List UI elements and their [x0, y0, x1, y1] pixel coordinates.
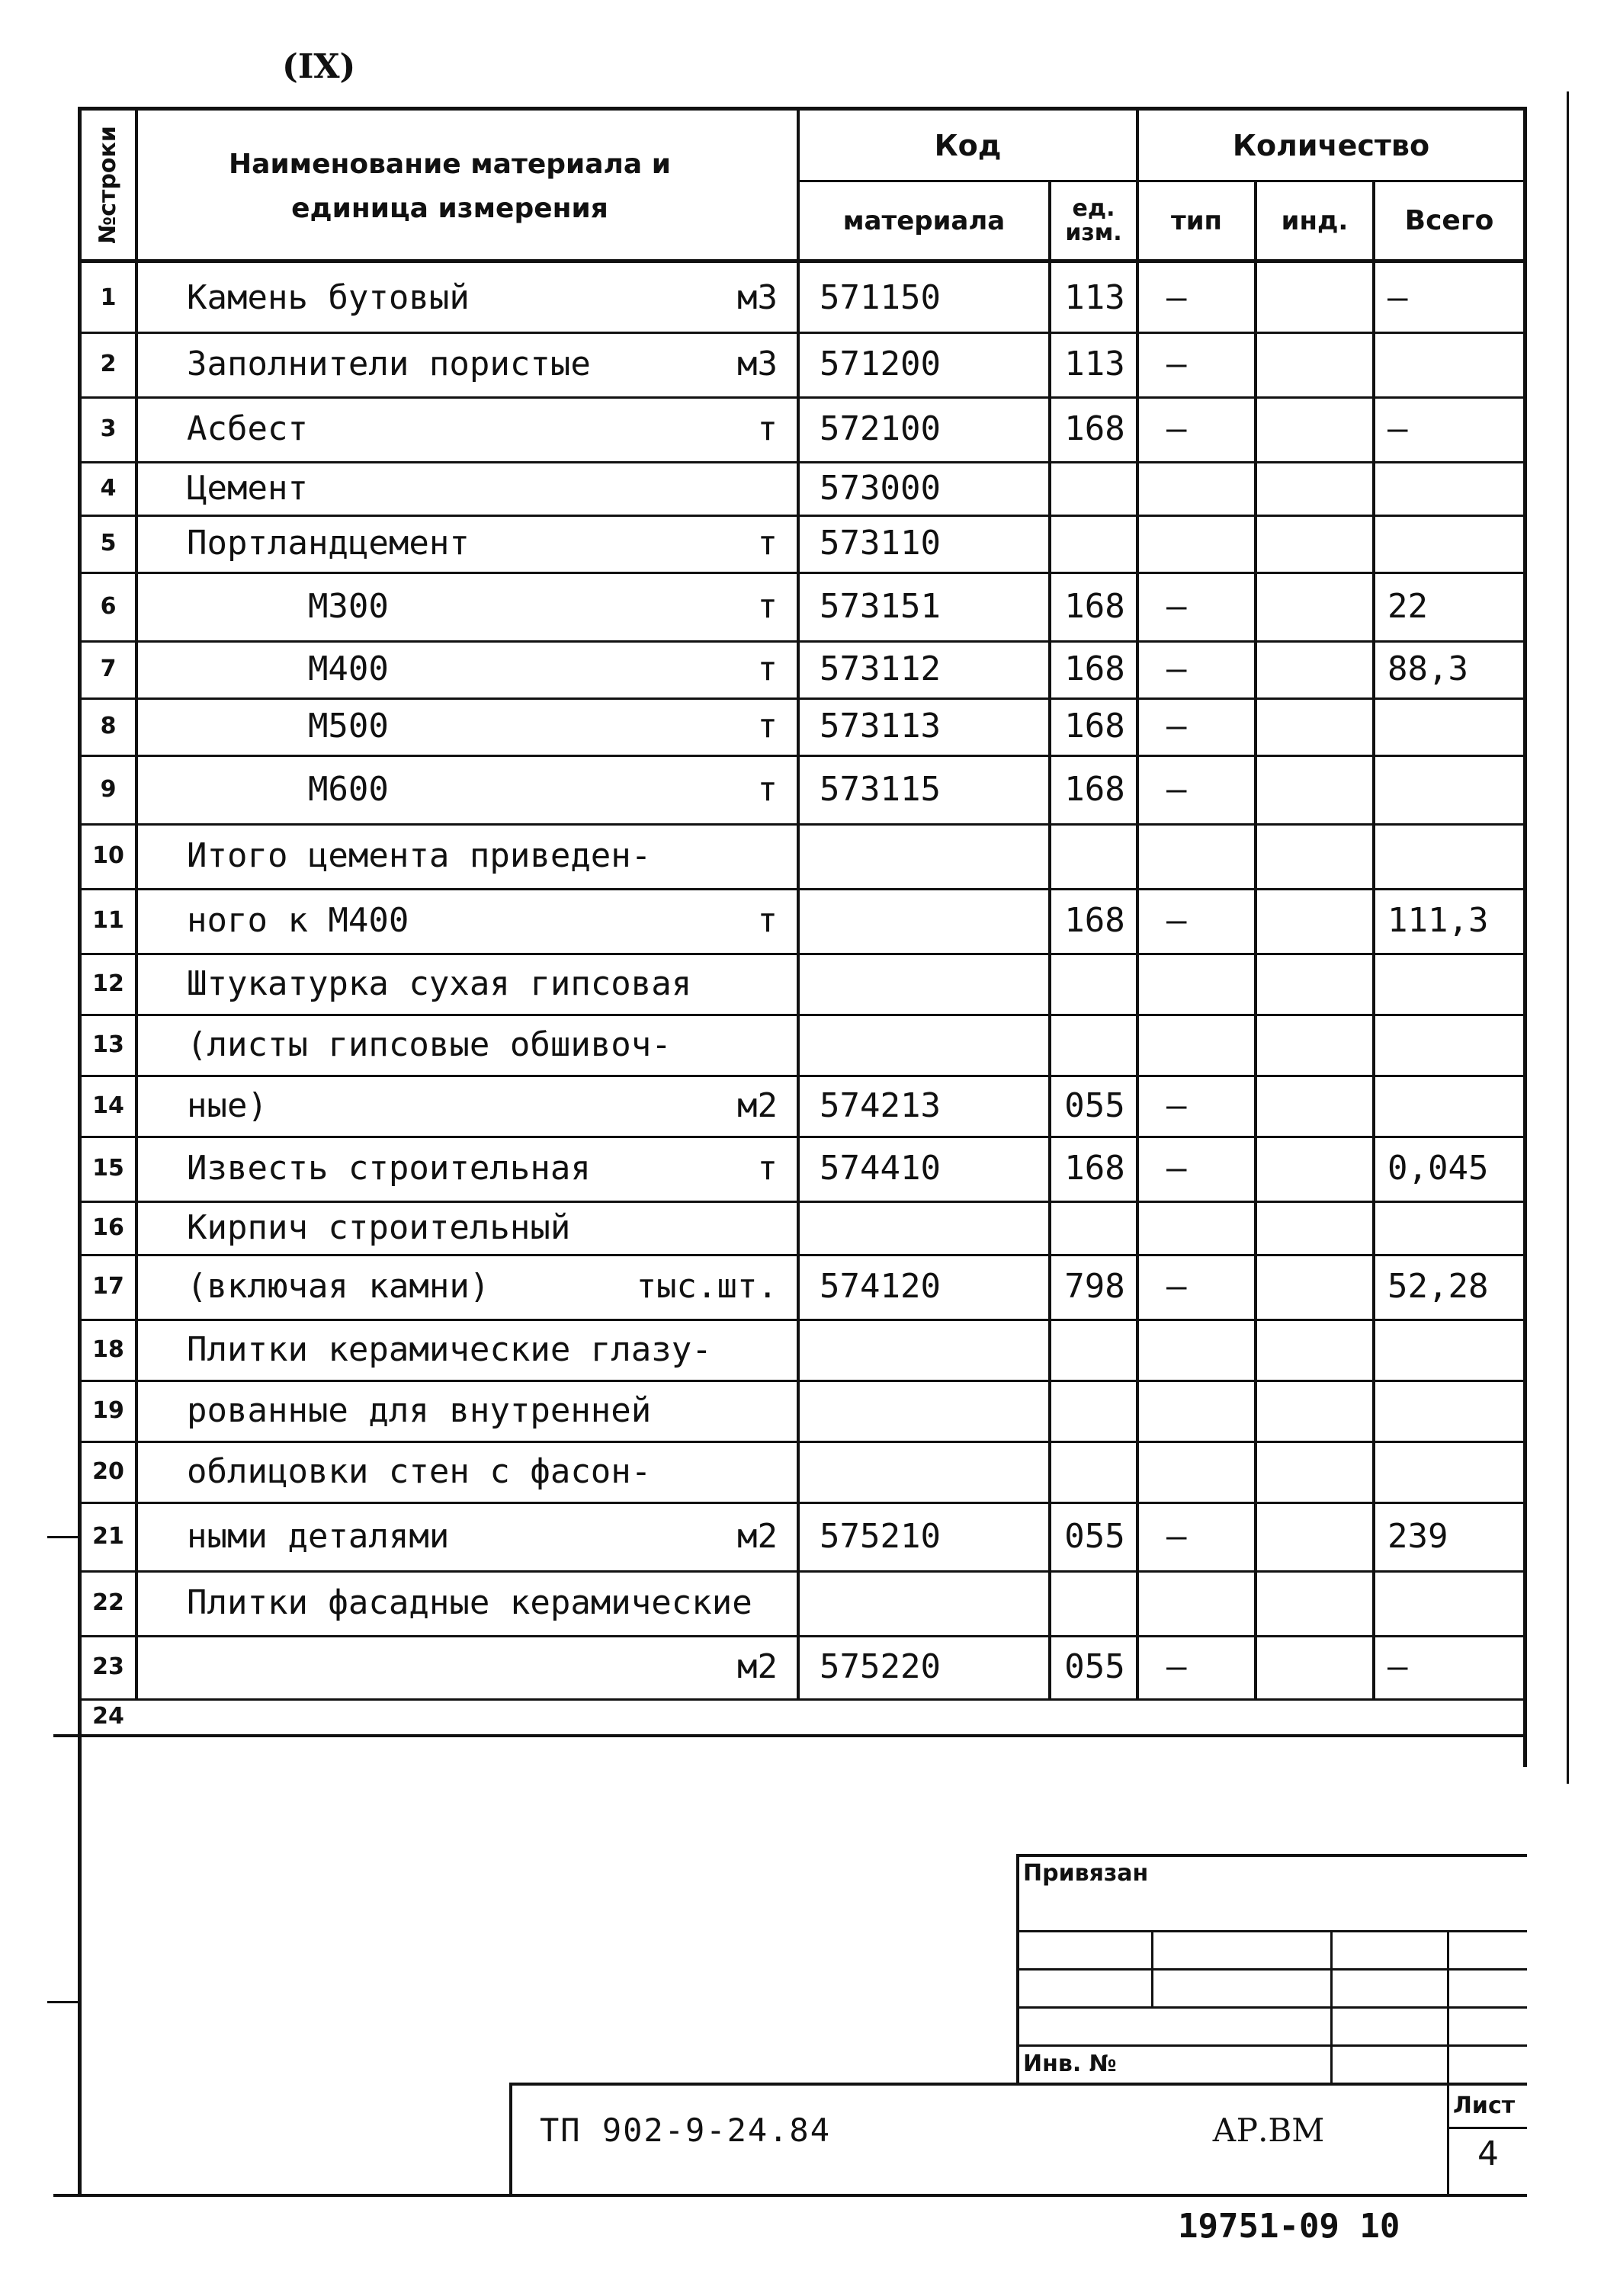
unit-code: 113: [1064, 277, 1125, 317]
material-name: рованные для внутренней: [187, 1390, 652, 1430]
unit-code: 168: [1064, 707, 1125, 746]
material-unit: тыс.шт.: [636, 1267, 778, 1306]
material-unit: м3: [737, 277, 778, 317]
material-code: [812, 1319, 1044, 1380]
list-label: Лист: [1453, 2092, 1516, 2119]
unit-code: 055: [1064, 1516, 1125, 1556]
margin-tick: [47, 2001, 82, 2003]
qty-type: –: [1166, 1267, 1187, 1306]
qty-total: 22: [1387, 586, 1428, 626]
material-name: [187, 1635, 690, 1698]
row-number: 23: [92, 1653, 124, 1680]
row-number: 12: [92, 970, 124, 997]
material-code: 573151: [820, 586, 941, 626]
material-name: Асбест: [187, 409, 308, 448]
qty-type: –: [1166, 1149, 1187, 1188]
unit-code: [1054, 1570, 1136, 1635]
qty-type: [1144, 515, 1250, 572]
qty-ind: [1262, 1319, 1368, 1380]
qty-ind: [1262, 1380, 1368, 1441]
material-name: [187, 1698, 690, 1734]
footer-number: 19751-09 10: [1178, 2207, 1400, 2246]
qty-ind: [1262, 697, 1368, 755]
material-unit: т: [757, 1149, 778, 1188]
header-code-unit: ед. изм.: [1065, 194, 1122, 246]
material-unit: м2: [737, 1647, 778, 1686]
unit-code: 168: [1064, 649, 1125, 688]
material-unit: [671, 1441, 793, 1502]
qty-type: –: [1166, 277, 1187, 317]
material-unit: т: [757, 649, 778, 688]
unit-code: [1054, 1380, 1136, 1441]
unit-code: [1054, 1201, 1136, 1254]
material-name: ного к М400: [187, 901, 409, 940]
row-number: 4: [100, 474, 117, 502]
qty-total: [1380, 1014, 1525, 1075]
material-code: [812, 1698, 1044, 1734]
qty-type: –: [1166, 409, 1187, 448]
header-quantity: Количество: [1232, 128, 1430, 162]
header-qty-ind: инд.: [1281, 205, 1349, 236]
unit-code: [1054, 461, 1136, 515]
qty-total: 0,045: [1387, 1149, 1489, 1188]
unit-code: [1054, 823, 1136, 888]
material-code: 573110: [820, 524, 941, 563]
material-name: Цемент: [187, 468, 308, 508]
material-code: 573000: [820, 468, 941, 508]
qty-type: –: [1166, 1516, 1187, 1556]
material-unit: [671, 1698, 793, 1734]
header-row-number: №строки: [94, 126, 121, 244]
qty-ind: [1262, 515, 1368, 572]
qty-type: [1144, 823, 1250, 888]
qty-total: –: [1387, 409, 1408, 448]
row-number: 11: [92, 907, 124, 934]
material-unit: [671, 1319, 793, 1380]
qty-total: 88,3: [1387, 649, 1468, 688]
qty-type: –: [1166, 345, 1187, 383]
material-name: облицовки стен с фасон-: [187, 1451, 652, 1491]
material-code: 574410: [820, 1149, 941, 1188]
qty-type: [1144, 1380, 1250, 1441]
row-number: 18: [92, 1336, 124, 1363]
project-code: ТП 902-9-24.84: [540, 2112, 832, 2149]
unit-code: 798: [1064, 1267, 1125, 1306]
material-code: [812, 888, 1044, 953]
material-unit: т: [757, 769, 778, 809]
row-number: 20: [92, 1457, 124, 1485]
qty-type: –: [1166, 901, 1187, 940]
qty-ind: [1262, 1201, 1368, 1254]
qty-total: [1380, 1380, 1525, 1441]
material-code: 571150: [820, 277, 941, 317]
qty-total: –: [1387, 277, 1408, 317]
qty-total: 52,28: [1387, 1267, 1489, 1306]
material-code: 573112: [820, 649, 941, 688]
material-unit: [671, 823, 793, 888]
material-code: 571200: [820, 345, 941, 383]
qty-type: [1144, 1201, 1250, 1254]
page-marker: (IX): [282, 47, 356, 86]
qty-ind: [1262, 888, 1368, 953]
material-unit: т: [757, 707, 778, 746]
material-code: [812, 953, 1044, 1014]
qty-ind: [1262, 1014, 1368, 1075]
unit-code: 168: [1064, 1149, 1125, 1188]
qty-ind: [1262, 332, 1368, 396]
qty-type: –: [1166, 649, 1187, 688]
material-unit: [671, 1380, 793, 1441]
row-number: 3: [100, 415, 117, 442]
material-name: Камень бутовый: [187, 277, 470, 317]
material-name: ными деталями: [187, 1516, 450, 1556]
qty-total: [1380, 823, 1525, 888]
material-code: [812, 1441, 1044, 1502]
header-name: Наименование материала и единица измерения: [229, 149, 671, 224]
unit-code: [1054, 515, 1136, 572]
material-code: 573113: [820, 707, 941, 746]
material-code: [812, 1570, 1044, 1635]
material-code: 575210: [820, 1516, 941, 1556]
qty-type: [1144, 1319, 1250, 1380]
unit-code: [1054, 1014, 1136, 1075]
qty-ind: [1262, 1136, 1368, 1201]
unit-code: [1054, 953, 1136, 1014]
qty-total: [1380, 1319, 1525, 1380]
row-number: 8: [100, 713, 117, 739]
qty-total: [1380, 1698, 1525, 1734]
qty-type: –: [1166, 586, 1187, 626]
sheet-code: АР.ВМ: [1212, 2112, 1325, 2149]
qty-ind: [1262, 461, 1368, 515]
unit-code: [1054, 1319, 1136, 1380]
qty-total: [1380, 1570, 1525, 1635]
header-qty-total: Всего: [1404, 205, 1494, 236]
qty-ind: [1262, 640, 1368, 697]
list-number: 4: [1477, 2134, 1499, 2173]
qty-ind: [1262, 1698, 1368, 1734]
material-code: [812, 823, 1044, 888]
material-name: М600: [187, 769, 389, 809]
header-qty-type: тип: [1170, 205, 1223, 236]
material-name: (листы гипсовые обшивоч-: [187, 1025, 672, 1064]
row-number: 16: [92, 1214, 124, 1241]
qty-total: [1380, 1075, 1525, 1136]
qty-ind: [1262, 263, 1368, 332]
qty-type: [1144, 1441, 1250, 1502]
material-unit: [671, 1570, 793, 1635]
qty-type: [1144, 461, 1250, 515]
row-number: 13: [92, 1031, 124, 1058]
unit-code: 113: [1064, 345, 1125, 383]
qty-total: [1380, 515, 1525, 572]
material-name: М400: [187, 649, 389, 688]
qty-ind: [1262, 953, 1368, 1014]
qty-total: [1380, 755, 1525, 823]
material-code: 574120: [820, 1267, 941, 1306]
material-name: Плитки фасадные керамические: [187, 1583, 752, 1622]
row-number: 2: [100, 351, 117, 377]
material-code: [812, 1201, 1044, 1254]
row-number: 22: [92, 1589, 124, 1616]
qty-ind: [1262, 1635, 1368, 1698]
qty-ind: [1262, 823, 1368, 888]
material-name: Штукатурка сухая гипсовая: [187, 964, 692, 1003]
qty-type: [1144, 1014, 1250, 1075]
material-code: 573115: [820, 769, 941, 809]
row-number: 14: [92, 1092, 124, 1119]
privyazan-label: Привязан: [1023, 1860, 1149, 1887]
unit-code: [1054, 1698, 1136, 1734]
qty-type: –: [1166, 1647, 1187, 1686]
qty-total: [1380, 953, 1525, 1014]
material-unit: м2: [737, 1516, 778, 1556]
material-code: [812, 1380, 1044, 1441]
material-code: [812, 1014, 1044, 1075]
material-code: 574213: [820, 1085, 941, 1125]
qty-total: 239: [1387, 1516, 1448, 1556]
qty-type: [1144, 1698, 1250, 1734]
row-number: 7: [100, 656, 117, 682]
material-name: Кирпич строительный: [187, 1207, 571, 1247]
qty-ind: [1262, 1502, 1368, 1570]
row-number: 15: [92, 1155, 124, 1182]
qty-total: [1380, 332, 1525, 396]
row-number: 9: [100, 775, 117, 803]
row-number: 1: [100, 284, 117, 311]
qty-type: [1144, 1570, 1250, 1635]
qty-ind: [1262, 1441, 1368, 1502]
header-code-material: материала: [842, 205, 1006, 236]
unit-code: 055: [1064, 1647, 1125, 1686]
material-name: (включая камни): [187, 1267, 490, 1306]
qty-ind: [1262, 1075, 1368, 1136]
material-unit: [671, 1014, 793, 1075]
material-code: 572100: [820, 409, 941, 448]
material-unit: т: [757, 586, 778, 626]
material-unit: [671, 1201, 793, 1254]
material-unit: м2: [737, 1085, 778, 1125]
material-code: 575220: [820, 1647, 941, 1686]
header-code: Код: [934, 128, 1002, 162]
unit-code: 168: [1064, 901, 1125, 940]
row-number: 6: [100, 592, 117, 620]
qty-ind: [1262, 1254, 1368, 1319]
qty-total: [1380, 697, 1525, 755]
qty-total: [1380, 1201, 1525, 1254]
qty-type: [1144, 953, 1250, 1014]
inventory-number-label: Инв. №: [1023, 2051, 1117, 2077]
row-number: 19: [92, 1397, 124, 1424]
qty-ind: [1262, 1570, 1368, 1635]
qty-type: –: [1166, 769, 1187, 809]
material-name: Известь строительная: [187, 1149, 591, 1188]
material-unit: [671, 953, 793, 1014]
qty-ind: [1262, 755, 1368, 823]
qty-total: [1380, 1441, 1525, 1502]
material-name: М500: [187, 707, 389, 746]
unit-code: [1054, 1441, 1136, 1502]
unit-code: 055: [1064, 1085, 1125, 1125]
row-number: 10: [92, 842, 124, 869]
qty-type: –: [1166, 1085, 1187, 1125]
qty-total: 111,3: [1387, 901, 1489, 940]
qty-total: –: [1387, 1647, 1408, 1686]
row-number: 24: [92, 1703, 124, 1730]
row-number: 5: [100, 530, 117, 556]
material-unit: т: [757, 901, 778, 940]
material-unit: т: [757, 524, 778, 563]
qty-ind: [1262, 572, 1368, 640]
material-name: Плитки керамические глазу-: [187, 1329, 712, 1369]
unit-code: 168: [1064, 409, 1125, 448]
qty-ind: [1262, 396, 1368, 461]
material-name: М300: [187, 586, 389, 626]
unit-code: 168: [1064, 586, 1125, 626]
row-number: 21: [92, 1522, 124, 1550]
material-name: Заполнители пористые: [187, 345, 591, 383]
material-name: Портландцемент: [187, 524, 470, 563]
material-name: Итого цемента приведен-: [187, 836, 652, 875]
material-unit: т: [757, 409, 778, 448]
unit-code: 168: [1064, 769, 1125, 809]
qty-type: –: [1166, 707, 1187, 746]
material-name: ные): [187, 1085, 268, 1125]
row-number: 17: [92, 1273, 124, 1300]
material-unit: [671, 461, 793, 515]
material-unit: м3: [737, 345, 778, 383]
margin-tick: [47, 1536, 82, 1538]
qty-total: [1380, 461, 1525, 515]
